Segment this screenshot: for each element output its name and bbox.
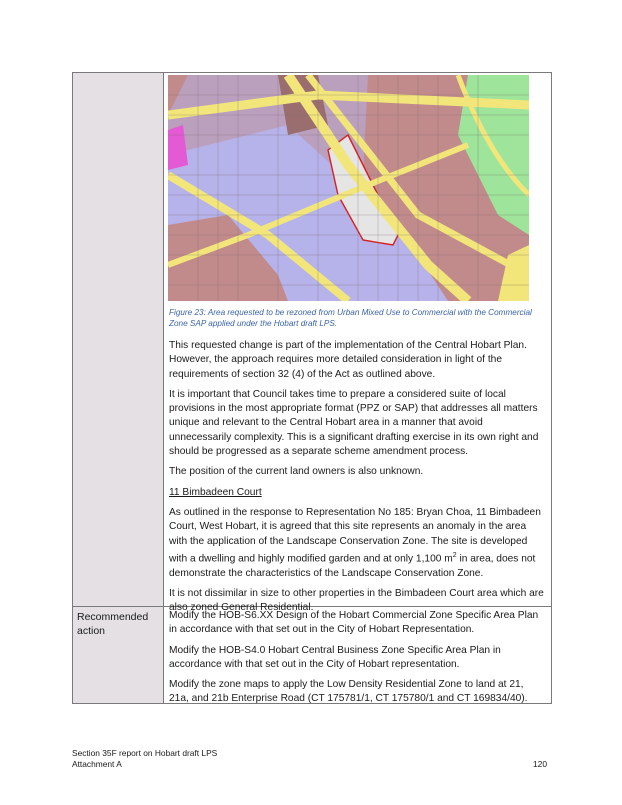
paragraph: It is important that Council takes time to prepare a considered suite of local provisions in the most appropriate format (PPZ or SAP) that addresses all matters unique and relevant to the Central Hobart area in a manner that avoid unnecessarily complexity. This is a significant drafting exercise in its own right and should be progressed as a separate scheme amendment process. (169, 388, 539, 458)
action-item: Modify the HOB-S6.XX Design of the Hobart Commercial Zone Specific Area Plan in accordance with that set out in the City of Hobart Representation. (169, 610, 539, 636)
table-label-column (73, 73, 164, 703)
recommended-action-label: Recommended action (77, 611, 149, 637)
page-number: 120 (533, 759, 547, 769)
action-item: Modify the HOB-S4.0 Hobart Central Business Zone Specific Area Plan in accordance with that set out in the City of Hobart representation. (169, 644, 501, 670)
paragraph: This requested change is part of the implementation of the Central Hobart Plan. However, the approach requires more detailed consideration in light of the requirements of section 32 (4) of the Act as outlined above. (169, 340, 527, 380)
paragraph-bimbadeen-1: As outlined in the response to Representation No 185: Bryan Choa, 11 Bimbadeen Court, West Hobart, it is agreed that this site represents an anomaly in the area with the application of the Landscape Conservation Zone. The site is developed with a dwelling and highly modified garden and at only 1,100 $m^2$ in area, does not demonstrate the characteristics of the Landscape Conservation Zone. (169, 506, 541, 579)
paragraph: The position of the current land owners is also unknown. (169, 466, 424, 478)
footer-report-title: Section 35F report on Hobart draft LPS (72, 748, 218, 758)
page-footer (72, 748, 217, 770)
recommended-actions-block (169, 609, 544, 713)
paragraph-bimbadeen-2: It is not dissimilar in size to other properties in the Bimbadeen Court area which are also zoned General Residential. (169, 587, 544, 614)
zoning-map (168, 75, 529, 301)
body-text-block (169, 339, 544, 621)
action-item: Modify the zone maps to apply the Low Density Residential Zone to land at 21, 21a, and 21b Enterprise Road (CT 175781/1, CT 175780/1 and CT 169834/40). (169, 679, 528, 705)
footer-attachment: Attachment A (72, 759, 122, 769)
report-table (72, 72, 552, 704)
subheading-bimbadeen: 11 Bimbadeen Court (169, 486, 262, 498)
figure-caption: Figure 23: Area requested to be rezoned from Urban Mixed Use to Commercial with the Commercial Zone SAP applied under the Hobart draft LPS. (169, 308, 532, 328)
